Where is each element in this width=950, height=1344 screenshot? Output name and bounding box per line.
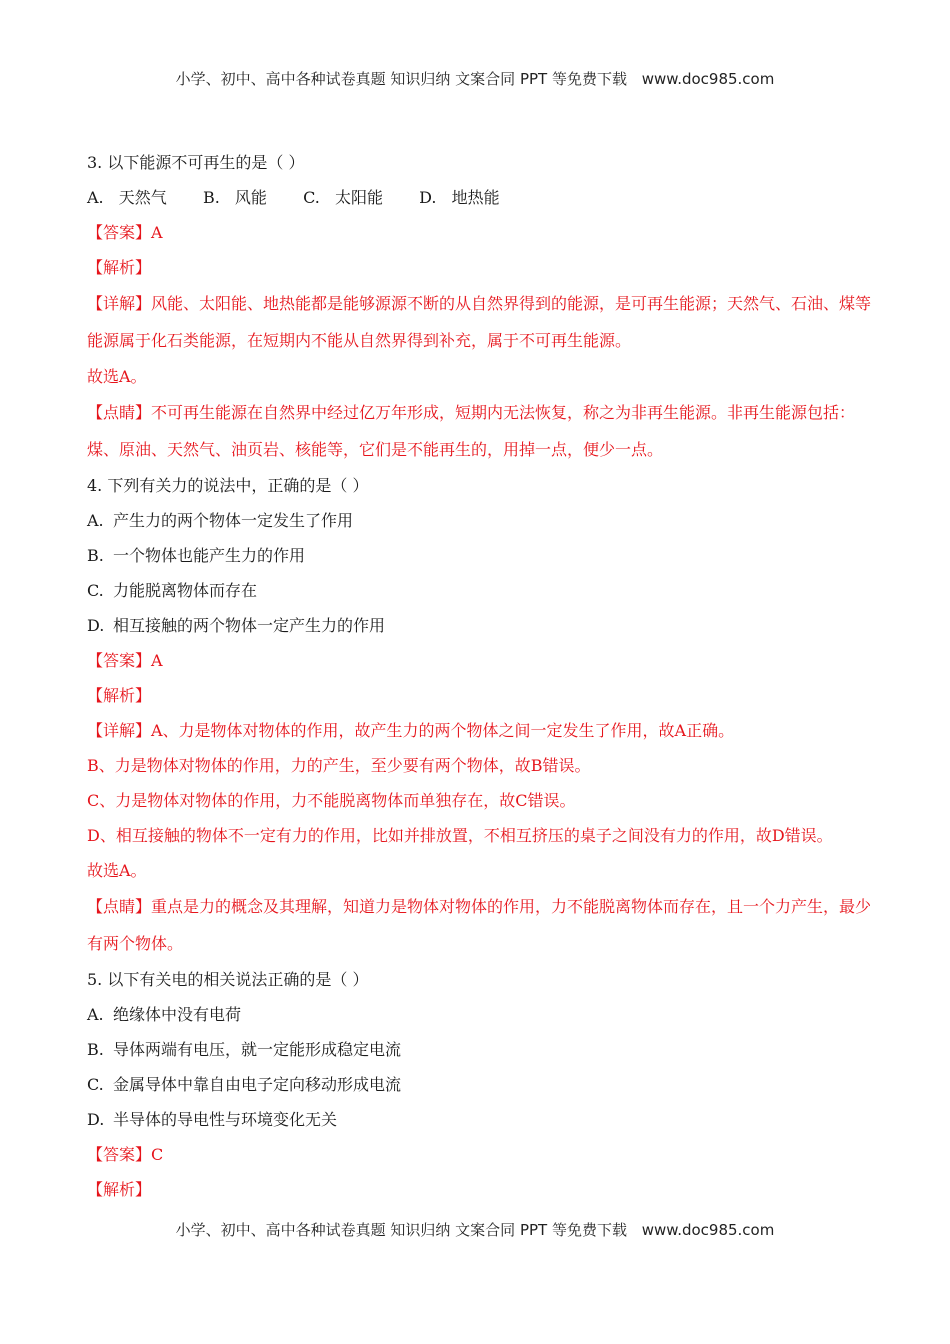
- q3-stem: 3. 以下能源不可再生的是（ ）: [87, 153, 305, 172]
- q3-option-b-text: 风能: [234, 188, 267, 207]
- q3-option-c-label: C.: [303, 188, 320, 207]
- q4-option-d-label: D.: [87, 616, 105, 635]
- footer-site-link[interactable]: www.doc985.com: [641, 1221, 775, 1239]
- q4-detail-a: 【详解】A、力是物体对物体的作用，故产生力的两个物体之间一定发生了作用，故A正确。: [87, 721, 735, 740]
- q5-option-a-label: A.: [87, 1005, 104, 1024]
- q3-option-c-text: 太阳能: [334, 188, 383, 207]
- document-body: [87, 145, 877, 1207]
- q3-option-a-label: A.: [87, 188, 104, 207]
- q4-comment: 【点睛】重点是力的概念及其理解，知道力是物体对物体的作用，力不能脱离物体而存在，且一个力产生，最少有两个物体。: [87, 897, 872, 953]
- q3-option-d-text: 地热能: [451, 188, 500, 207]
- header-text: 小学、初中、高中各种试卷真题 知识归纳 文案合同 PPT 等免费下载: [175, 70, 627, 88]
- header-site-link[interactable]: www.doc985.com: [641, 70, 775, 88]
- q4-option-b-text: 一个物体也能产生力的作用: [113, 546, 306, 565]
- page-header: [0, 68, 950, 89]
- q5-option-b: [87, 1032, 877, 1067]
- q3-comment: 【点睛】不可再生能源在自然界中经过亿万年形成，短期内无法恢复，称之为非再生能源。非再生能源包括：煤、原油、天然气、油页岩、核能等，它们是不能再生的，用掉一点，便少一点。: [87, 403, 856, 459]
- q3-option-d-label: D.: [419, 188, 437, 207]
- q3-option-b-label: B.: [202, 188, 220, 207]
- footer-text: 小学、初中、高中各种试卷真题 知识归纳 文案合同 PPT 等免费下载: [175, 1221, 627, 1239]
- q4-option-a-label: A.: [87, 511, 104, 530]
- q5-option-a: [87, 997, 877, 1032]
- q5-option-d-text: 半导体的导电性与环境变化无关: [113, 1110, 338, 1129]
- q5-option-b-text: 导体两端有电压，就一定能形成稳定电流: [113, 1040, 402, 1059]
- q5-analysis-heading: 【解析】: [87, 1180, 152, 1199]
- q4-detail-d: D、相互接触的物体不一定有力的作用，比如并排放置，不相互挤压的桌子之间没有力的作用，故D错误。: [87, 826, 833, 845]
- q5-option-d-label: D.: [87, 1110, 105, 1129]
- q4-detail-b: B、力是物体对物体的作用，力的产生，至少要有两个物体，故B错误。: [87, 756, 591, 775]
- q4-option-c: [87, 573, 877, 608]
- q4-option-b: [87, 538, 877, 573]
- q4-detail-c: C、力是物体对物体的作用，力不能脱离物体而单独存在，故C错误。: [87, 791, 576, 810]
- q4-choice: 故选A。: [87, 861, 147, 880]
- q3-option-a-text: 天然气: [118, 188, 167, 207]
- q4-option-b-label: B.: [87, 546, 104, 565]
- q3-analysis-heading: 【解析】: [87, 258, 152, 277]
- q4-stem: 4. 下列有关力的说法中，正确的是（ ）: [87, 476, 369, 495]
- q3-detail: 【详解】风能、太阳能、地热能都是能够源源不断的从自然界得到的能源，是可再生能源；天然气、石油、煤等能源属于化石类能源，在短期内不能从自然界得到补充，属于不可再生能源。: [87, 294, 872, 350]
- q3-choice: 故选A。: [87, 367, 147, 386]
- q4-option-c-text: 力能脱离物体而存在: [113, 581, 258, 600]
- q5-option-c: [87, 1067, 877, 1102]
- q5-option-b-label: B.: [87, 1040, 104, 1059]
- q5-option-d: [87, 1102, 877, 1137]
- q4-option-c-label: C.: [87, 581, 104, 600]
- q3-options: [87, 180, 877, 215]
- q4-option-d: [87, 608, 877, 643]
- q4-answer: 【答案】A: [87, 651, 163, 670]
- q5-option-c-text: 金属导体中靠自由电子定向移动形成电流: [113, 1075, 402, 1094]
- q5-option-c-label: C.: [87, 1075, 104, 1094]
- q4-option-d-text: 相互接触的两个物体一定产生力的作用: [113, 616, 386, 635]
- q4-analysis-heading: 【解析】: [87, 686, 152, 705]
- page-footer: [0, 1219, 950, 1240]
- q4-option-a-text: 产生力的两个物体一定发生了作用: [113, 511, 354, 530]
- q5-option-a-text: 绝缘体中没有电荷: [113, 1005, 242, 1024]
- q5-answer: 【答案】C: [87, 1145, 164, 1164]
- q3-answer: 【答案】A: [87, 223, 163, 242]
- q4-option-a: [87, 503, 877, 538]
- q5-stem: 5. 以下有关电的相关说法正确的是（ ）: [87, 970, 369, 989]
